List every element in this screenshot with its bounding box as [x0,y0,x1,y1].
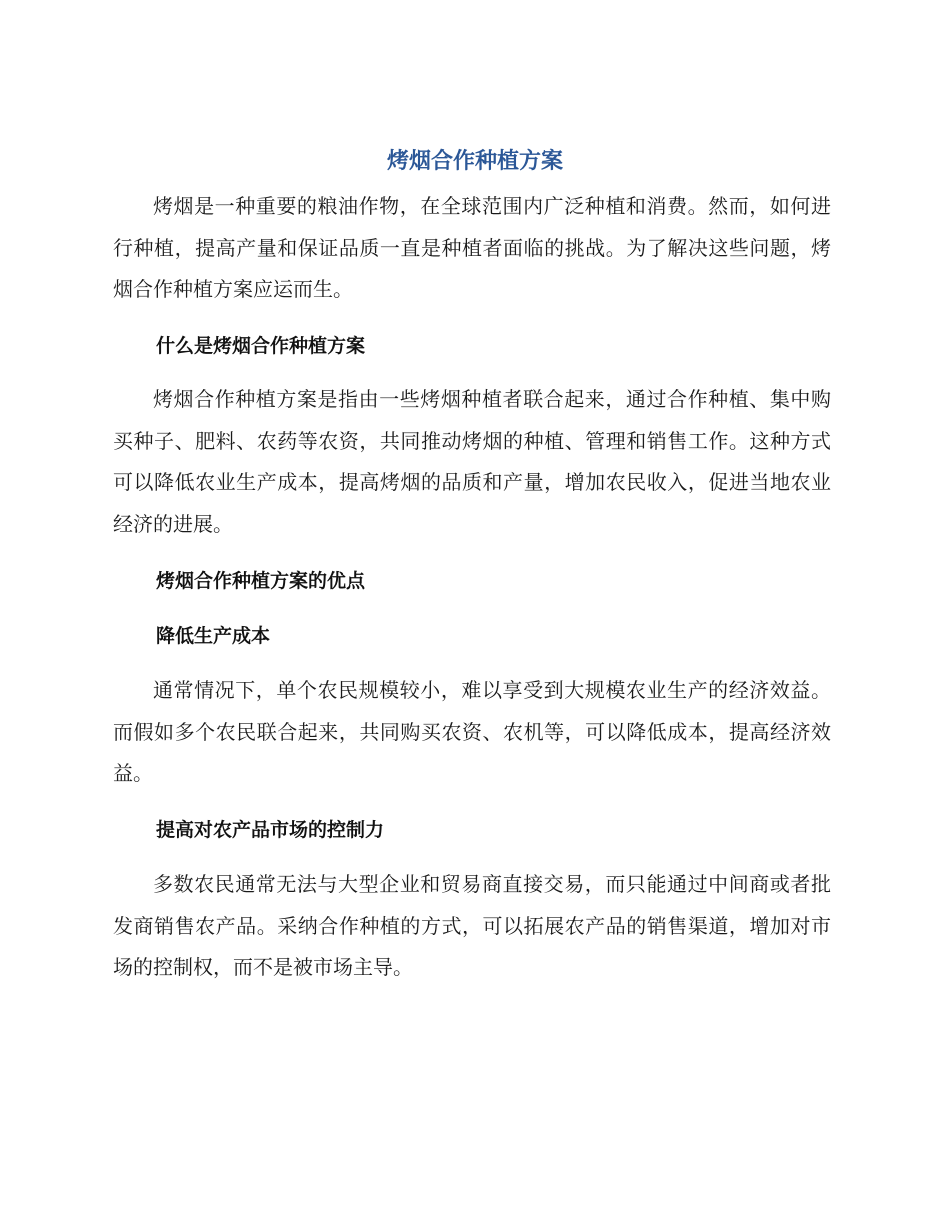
section-body-what-is: 烤烟合作种植方案是指由一些烤烟种植者联合起来，通过合作种植、集中购买种子、肥料、农药等农资，共同推动烤烟的种植、管理和销售工作。这种方式可以降低农业生产成本，提高烤烟的品质和产量，增加农民收入，促进当地农业经济的进展。 [113,387,831,536]
section-heading-what-is: 什么是烤烟合作种植方案 [156,335,366,357]
section-heading-advantages: 烤烟合作种植方案的优点 [156,570,366,592]
section-heading-market-control: 提高对农产品市场的控制力 [156,819,385,841]
section-heading-reduce-cost: 降低生产成本 [156,625,271,647]
section-body-market-control: 多数农民通常无法与大型企业和贸易商直接交易，而只能通过中间商或者批发商销售农产品。采纳合作种植的方式，可以拓展农产品的销售渠道，增加对市场的控制权，而不是被市场主导。 [113,872,831,979]
section-body-reduce-cost: 通常情况下，单个农民规模较小，难以享受到大规模农业生产的经济效益。而假如多个农民联合起来，共同购买农资、农机等，可以降低成本，提高经济效益。 [113,678,831,785]
intro-paragraph: 烤烟是一种重要的粮油作物，在全球范围内广泛种植和消费。然而，如何进行种植，提高产量和保证品质一直是种植者面临的挑战。为了解决这些问题，烤烟合作种植方案应运而生。 [113,194,831,301]
document-title: 烤烟合作种植方案 [386,149,563,174]
